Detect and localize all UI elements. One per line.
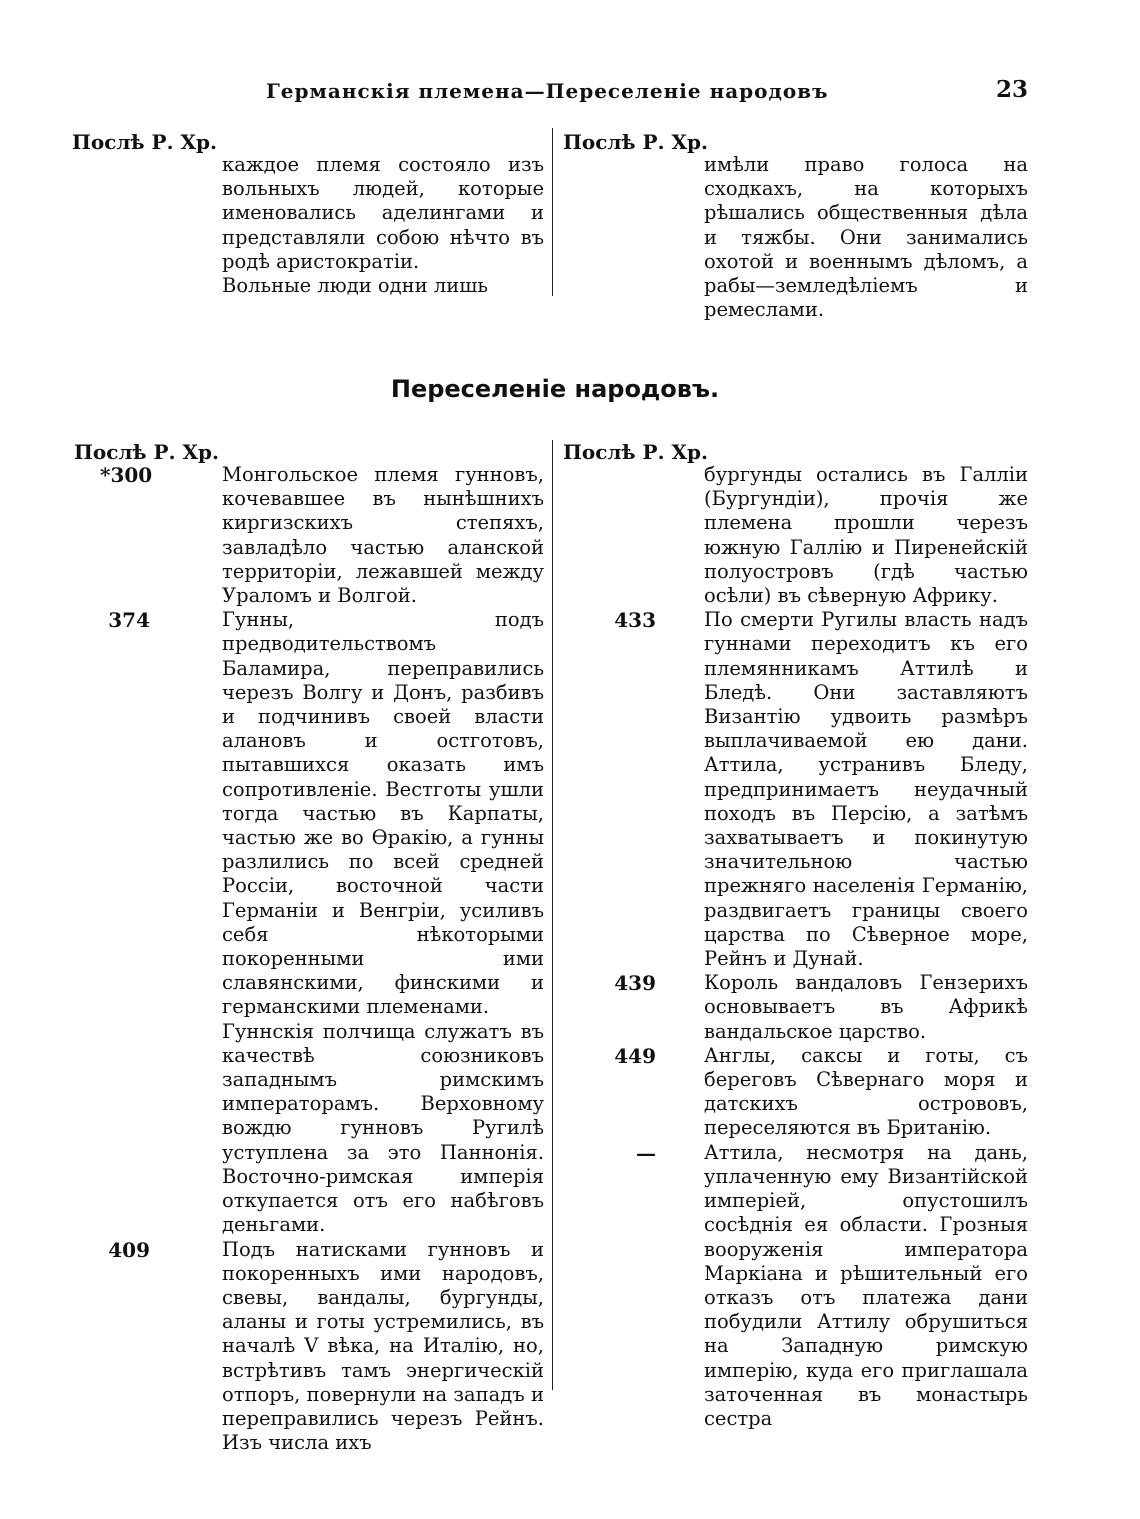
chronology-entry: [636, 1140, 1028, 1431]
chronology-entry: [614, 1043, 1028, 1141]
top-left-paragraph: Вольные люди одни лишь: [222, 274, 488, 298]
entry-year: 433: [614, 608, 656, 633]
main-column-divider: [552, 440, 553, 1390]
entry-text: Подъ натисками гунновъ и покоренныхъ ими народовъ, свевы, вандалы, бургунды, аланы и готы устремились, въ началѣ V вѣка, на Италію, но, встрѣтивъ тамъ энергическій отпоръ, повернули на западъ и переправились черезъ Рейнъ. Изъ числа ихъ: [222, 1237, 544, 1455]
top-right-paragraph: имѣли право голоса на сходкахъ, на которыхъ рѣшались общественныя дѣла и тяжбы. Они занимались охотой и военнымъ дѣломъ, а рабы—земледѣліемъ и ремеслами.: [704, 153, 1028, 322]
chronology-entry: [222, 1020, 544, 1238]
entry-text: Монгольское племя гунновъ, кочевавшее въ нынѣшнихъ киргизскихъ степяхъ, завладѣло частью аланской территоріи, лежавшей между Ураломъ и Волгой.: [222, 463, 544, 608]
entry-year: 374: [108, 608, 150, 633]
entry-year: 439: [614, 971, 656, 996]
section-heading: Переселеніе народовъ.: [390, 375, 720, 403]
chronology-entry: [704, 463, 1028, 608]
top-left-era-label: Послѣ Р. Хр.: [72, 130, 217, 154]
running-title: Германскія племена—Переселеніе народовъ: [266, 79, 829, 103]
top-right-column-text: [704, 153, 1028, 322]
chronology-entry: [614, 608, 1028, 971]
entry-year: —: [636, 1140, 656, 1165]
page-number: 23: [996, 76, 1029, 103]
chronology-entry: [108, 1237, 544, 1456]
top-left-paragraph: каждое племя состояло изъ вольныхъ людей, которые именовались аделингами и представляли собою нѣчто въ родѣ аристократіи.: [222, 153, 544, 273]
chronology-entry: [108, 608, 544, 1019]
entry-text: По смерти Ругилы власть надъ гуннами переходитъ къ его племянникамъ Аттилѣ и Бледѣ. Они заставляютъ Византію удвоить размѣръ выплачиваемой ею дани. Аттила, устранивъ Бледу, предпринимаетъ неудачный походъ въ Персію, а затѣмъ захватываетъ и покинутую значительною частью прежняго населенія Германію, раздвигаетъ границы своего царства по Сѣверное море, Рейнъ и Дунай.: [704, 608, 1028, 971]
top-left-column-text: [222, 153, 544, 298]
entry-text: Гунны, подъ предводительствомъ Баламира, переправились черезъ Волгу и Донъ, разбивъ и подчинивъ своей власти алановъ и остготовъ, пытавшихся оказать имъ сопротивленіе. Вестготы ушли тогда частью въ Карпаты, частью же во Ѳракію, а гунны разлились по всей средней Россіи, восточной части Германіи и Венгріи, усиливъ себя нѣкоторыми покоренными ими славянскими, финскими и германскими племенами.: [222, 608, 544, 1019]
entry-year: 449: [614, 1043, 656, 1068]
chronology-entry: [614, 971, 1028, 1044]
entry-year: 409: [108, 1237, 150, 1262]
entry-text: Король вандаловъ Гензерихъ основываетъ въ Африкѣ вандальское царство.: [704, 971, 1028, 1043]
main-left-era-label: Послѣ Р. Хр.: [74, 440, 219, 464]
main-left-column: [100, 463, 544, 1455]
entry-year: *300: [100, 463, 153, 487]
entry-text: Аттила, несмотря на дань, уплаченную ему Византійской имперіей, опустошилъ сосѣднія ея области. Грозныя вооруженія императора Маркіана и рѣшительный его отказъ отъ платежа дани побудили Аттилу обрушиться на Западную римскую имперію, куда его приглашала заточенная въ монастырь сестра: [704, 1140, 1028, 1430]
entry-text: Англы, саксы и готы, съ береговъ Сѣвернаго моря и датскихъ острововъ, переселяются въ Британію.: [704, 1043, 1028, 1140]
top-column-divider: [552, 128, 553, 296]
main-right-column: [614, 463, 1028, 1431]
chronology-entry: [100, 463, 544, 608]
top-right-era-label: Послѣ Р. Хр.: [563, 130, 708, 154]
entry-text: бургунды остались въ Галліи (Бургундіи), прочія же племена прошли черезъ южную Галлію и Пиренейскій полуостровъ (гдѣ частью осѣли) въ сѣверную Африку.: [704, 463, 1028, 608]
main-right-era-label: Послѣ Р. Хр.: [563, 440, 708, 464]
entry-text: Гуннскія полчища служатъ въ качествѣ союзниковъ западнымъ римскимъ императорамъ. Верховному вождю гунновъ Ругилѣ уступлена за это Паннонія. Восточно-римская имперія откупается отъ его набѣговъ деньгами.: [222, 1019, 544, 1237]
